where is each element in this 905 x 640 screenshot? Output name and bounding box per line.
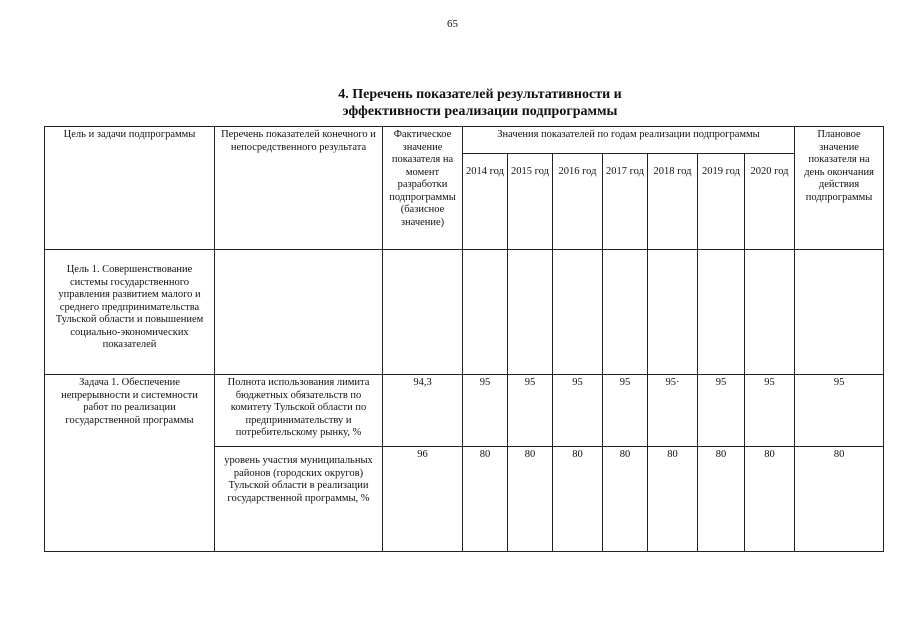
header-goal: Цель и задачи подпрограммы xyxy=(45,127,215,250)
page-number: 65 xyxy=(447,18,458,30)
title-line-2: эффективности реализации подпрограммы xyxy=(342,104,618,119)
header-year-2019: 2019 год xyxy=(698,154,745,250)
goal-empty-cell xyxy=(648,250,698,375)
value-2019: 95 xyxy=(698,375,745,447)
indicator-actual: 96 xyxy=(383,447,463,552)
goal-text: Цель 1. Совершенствование системы государственного управления развитием малого и среднего предпринимательства Тульской области и повышением социально-экономических показателей xyxy=(45,250,215,375)
title-line-1: 4. Перечень показателей результативности и xyxy=(338,87,622,102)
value-2019: 80 xyxy=(698,447,745,552)
goal-empty-cell xyxy=(463,250,508,375)
value-2015: 95 xyxy=(508,375,553,447)
header-actual: Фактическое значение показателя на момент разработки подпрограммы (базисное значение) xyxy=(383,127,463,250)
indicator-planned: 80 xyxy=(795,447,884,552)
header-planned: Плановое значение показателя на день окончания действия подпрограммы xyxy=(795,127,884,250)
task-text: Задача 1. Обеспечение непрерывности и системности работ по реализации государственной программы xyxy=(45,375,215,552)
goal-empty-cell xyxy=(553,250,603,375)
indicator-planned: 95 xyxy=(795,375,884,447)
value-2016: 80 xyxy=(553,447,603,552)
indicators-table xyxy=(44,126,884,552)
header-year-2018: 2018 год xyxy=(648,154,698,250)
goal-empty-cell xyxy=(603,250,648,375)
goal-empty-cell xyxy=(698,250,745,375)
header-indicators: Перечень показателей конечного и непосредственного результата xyxy=(215,127,383,250)
header-year-2020: 2020 год xyxy=(745,154,795,250)
value-2020: 95 xyxy=(745,375,795,447)
header-year-2016: 2016 год xyxy=(553,154,603,250)
goal-empty-cell xyxy=(508,250,553,375)
value-2017: 80 xyxy=(603,447,648,552)
header-years-group: Значения показателей по годам реализации подпрограммы xyxy=(463,127,795,154)
header-row-1 xyxy=(45,127,884,154)
value-2020: 80 xyxy=(745,447,795,552)
value-2015: 80 xyxy=(508,447,553,552)
indicator-name: уровень участия муниципальных районов (городских округов) Тульской области в реализации государственной программы, % xyxy=(215,447,383,552)
value-2018: 80 xyxy=(648,447,698,552)
value-2018: 95· xyxy=(648,375,698,447)
header-year-2015: 2015 год xyxy=(508,154,553,250)
section-title xyxy=(0,86,905,120)
value-2014: 80 xyxy=(463,447,508,552)
goal-row xyxy=(45,250,884,375)
indicator-actual: 94,3 xyxy=(383,375,463,447)
table-row xyxy=(45,375,884,447)
value-2014: 95 xyxy=(463,375,508,447)
value-2017: 95 xyxy=(603,375,648,447)
header-year-2017: 2017 год xyxy=(603,154,648,250)
goal-empty-cell xyxy=(745,250,795,375)
goal-empty-cell xyxy=(383,250,463,375)
header-year-2014: 2014 год xyxy=(463,154,508,250)
goal-empty-cell xyxy=(795,250,884,375)
indicator-name: Полнота использования лимита бюджетных обязательств по комитету Тульской области по предпринимательству и потребительскому рынку, % xyxy=(215,375,383,447)
value-2016: 95 xyxy=(553,375,603,447)
goal-empty-cell xyxy=(215,250,383,375)
